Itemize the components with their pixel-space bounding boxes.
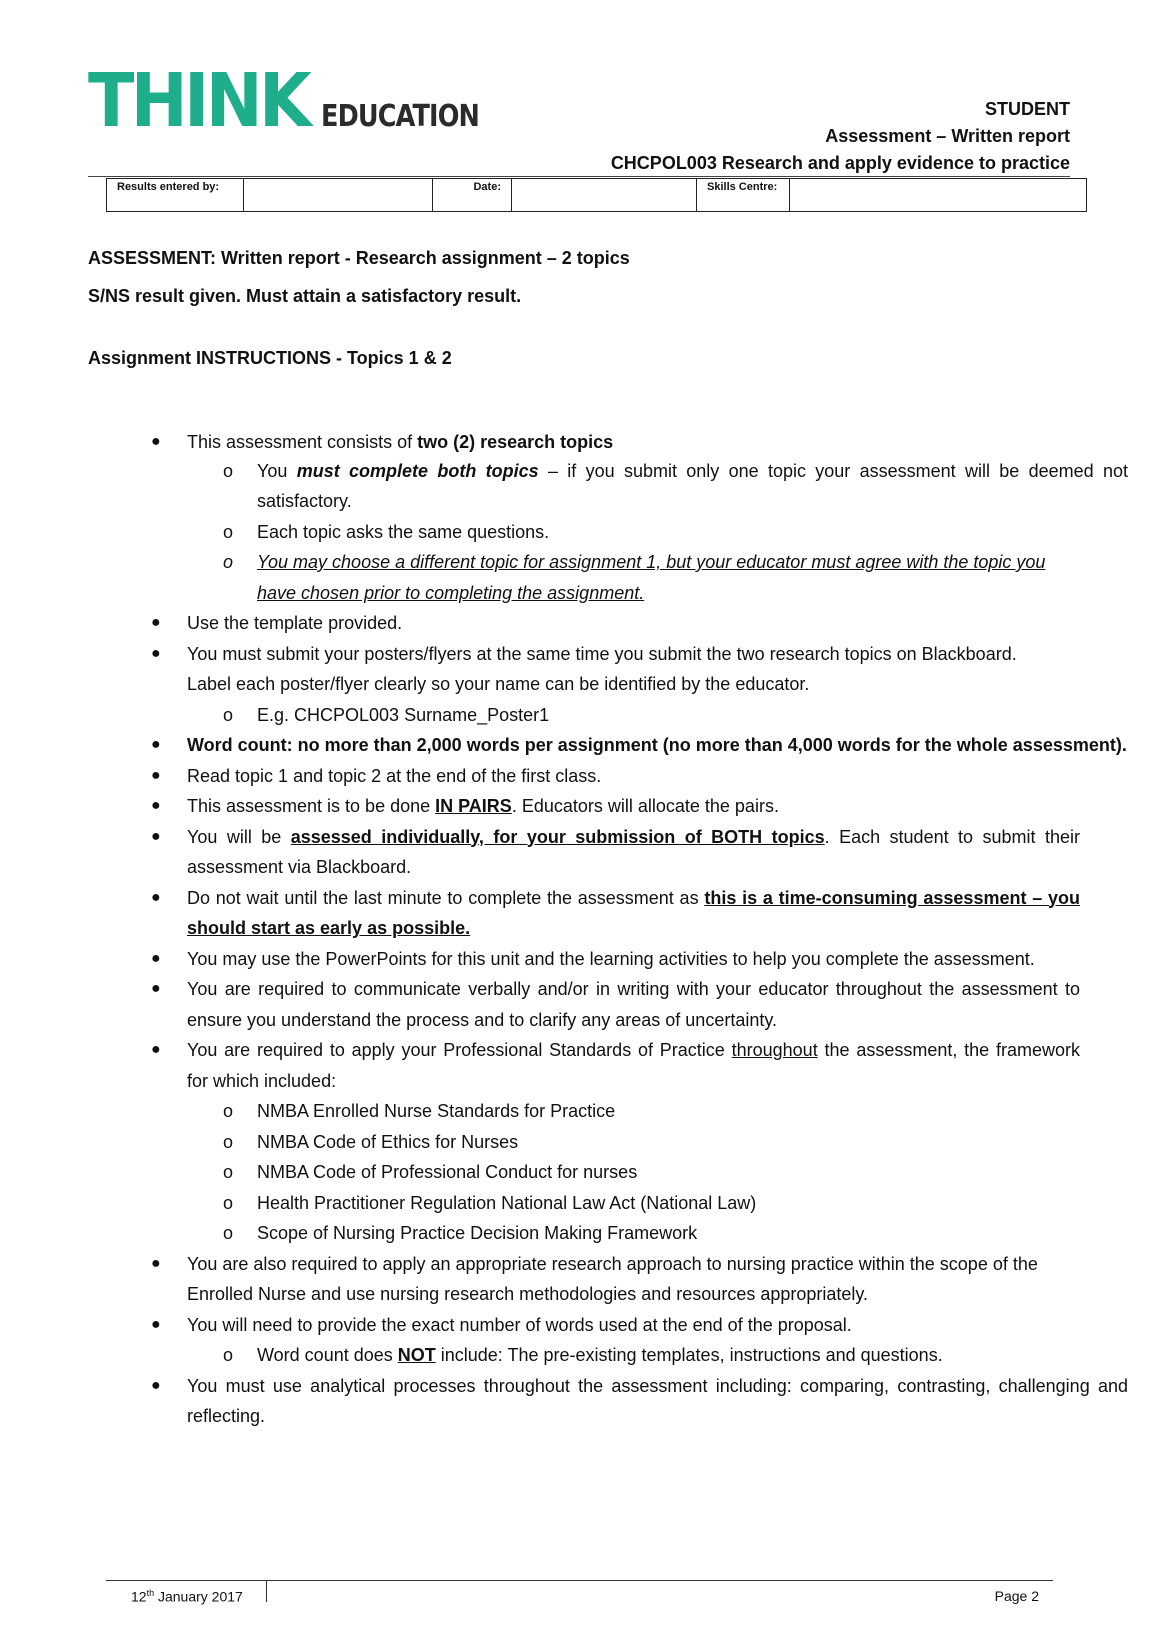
circle-bullet-icon: o — [223, 1223, 234, 1243]
bullet-icon: ● — [151, 1041, 161, 1058]
list-item: ● You must submit your posters/flyers at the same time you submit the two research topics on Blackboard. Label each poster/flyer clearly so your name can be identified by the educator. — [88, 639, 1048, 700]
circle-bullet-icon: o — [223, 552, 234, 572]
footer-date: 12th January 2017 — [131, 1588, 243, 1605]
assessment-title: ASSESSMENT: Written report - Research assignment – 2 topics — [88, 248, 630, 268]
list-item: ● You are also required to apply an appropriate research approach to nursing practice within the scope of the Enrolled Nurse and use nursing research methodologies and resources appropriately. — [88, 1249, 1080, 1310]
bullet-icon: ● — [151, 1315, 161, 1333]
circle-bullet-icon: o — [223, 1192, 234, 1213]
circle-bullet-icon: o — [223, 460, 234, 481]
sub-list-item: o NMBA Code of Ethics for Nurses — [88, 1127, 1128, 1158]
bullet-icon: ● — [151, 766, 161, 784]
bullet-icon: ● — [151, 1376, 161, 1394]
sub-list-item: o Word count does NOT include: The pre-existing templates, instructions and questions. — [88, 1340, 1128, 1371]
skills-centre-label: Skills Centre: — [697, 179, 790, 212]
sub-list-item: o Health Practitioner Regulation National Law Act (National Law) — [88, 1188, 1128, 1219]
instructions-list — [88, 427, 1128, 1432]
bullet-icon: ● — [151, 433, 161, 450]
list-item: ● You are required to communicate verbally and/or in writing with your educator throughout the assessment to ensure you understand the process and to clarify any areas of uncertainty. — [88, 974, 1080, 1035]
circle-bullet-icon: o — [223, 704, 234, 725]
skills-centre-field[interactable] — [790, 179, 1087, 212]
bullet-icon: ● — [151, 949, 161, 967]
list-item: ● You may use the PowerPoints for this unit and the learning activities to help you complete the assessment. — [88, 944, 1080, 975]
bullet-icon: ● — [151, 614, 161, 631]
sub-list-item: o E.g. CHCPOL003 Surname_Poster1 — [88, 700, 1128, 731]
date-field[interactable] — [512, 179, 697, 212]
header-divider — [88, 176, 1070, 177]
results-entered-by-field[interactable] — [244, 179, 433, 212]
circle-bullet-icon: o — [223, 1131, 234, 1152]
list-item: ● You will need to provide the exact number of words used at the end of the proposal. — [88, 1310, 1128, 1341]
bullet-icon: ● — [151, 1254, 161, 1272]
header-unit-code: CHCPOL003 Research and apply evidence to practice — [610, 153, 1070, 173]
sub-list-item: o You must complete both topics – if you submit only one topic your assessment will be deemed not satisfactory. — [88, 456, 1128, 517]
list-item: ● You are required to apply your Professional Standards of Practice throughout the assessment, the framework for which included: — [88, 1035, 1080, 1096]
logo-think-text: THINK — [88, 58, 309, 144]
footer-separator — [266, 1580, 267, 1602]
sub-list-item: o NMBA Enrolled Nurse Standards for Practice — [88, 1096, 1128, 1127]
circle-bullet-icon: o — [223, 1345, 234, 1365]
bullet-icon: ● — [151, 888, 161, 906]
circle-bullet-icon: o — [223, 1101, 234, 1121]
header-assessment-type: Assessment – Written report — [825, 126, 1070, 146]
date-label: Date: — [433, 179, 512, 212]
think-education-logo — [88, 58, 507, 144]
result-note: S/NS result given. Must attain a satisfactory result. — [88, 286, 522, 306]
results-entered-by-label: Results entered by: — [107, 179, 244, 212]
document-header — [611, 96, 1070, 177]
bullet-icon: ● — [151, 980, 161, 997]
list-item: ● This assessment consists of two (2) research topics — [88, 427, 1128, 458]
list-item: ● This assessment is to be done IN PAIRS. Educators will allocate the pairs. — [88, 791, 1128, 822]
list-item: ● Read topic 1 and topic 2 at the end of the first class. — [88, 761, 1128, 792]
results-table — [106, 178, 1087, 212]
sub-list-item: o NMBA Code of Professional Conduct for nurses — [88, 1157, 1128, 1188]
bullet-icon: ● — [151, 644, 161, 662]
circle-bullet-icon: o — [223, 521, 234, 542]
bullet-icon: ● — [151, 797, 161, 814]
list-item: ● Do not wait until the last minute to complete the assessment as this is a time-consuming assessment – you should start as early as possible. — [88, 883, 1080, 944]
page-number: Page 2 — [994, 1588, 1039, 1604]
sub-list-item: o You may choose a different topic for assignment 1, but your educator must agree with the topic you have chosen prior to completing the assignment. — [88, 547, 1080, 608]
list-item: ● Use the template provided. — [88, 608, 1128, 639]
list-item: ● You must use analytical processes throughout the assessment including: comparing, contrasting, challenging and reflecting. — [88, 1371, 1128, 1432]
list-item: ● Word count: no more than 2,000 words per assignment (no more than 4,000 words for the whole assessment). — [88, 730, 1128, 761]
bullet-icon: ● — [151, 736, 161, 753]
footer-divider — [106, 1580, 1053, 1581]
sub-list-item: o Scope of Nursing Practice Decision Making Framework — [88, 1218, 1128, 1249]
list-item: ● You will be assessed individually, for your submission of BOTH topics. Each student to submit their assessment via Blackboard. — [88, 822, 1080, 883]
bullet-icon: ● — [151, 827, 161, 845]
logo-education-text: EDUCATION — [321, 99, 480, 134]
instructions-heading: Assignment INSTRUCTIONS - Topics 1 & 2 — [88, 348, 452, 368]
sub-list-item: o Each topic asks the same questions. — [88, 517, 1128, 548]
circle-bullet-icon: o — [223, 1162, 234, 1182]
header-student: STUDENT — [985, 99, 1070, 119]
